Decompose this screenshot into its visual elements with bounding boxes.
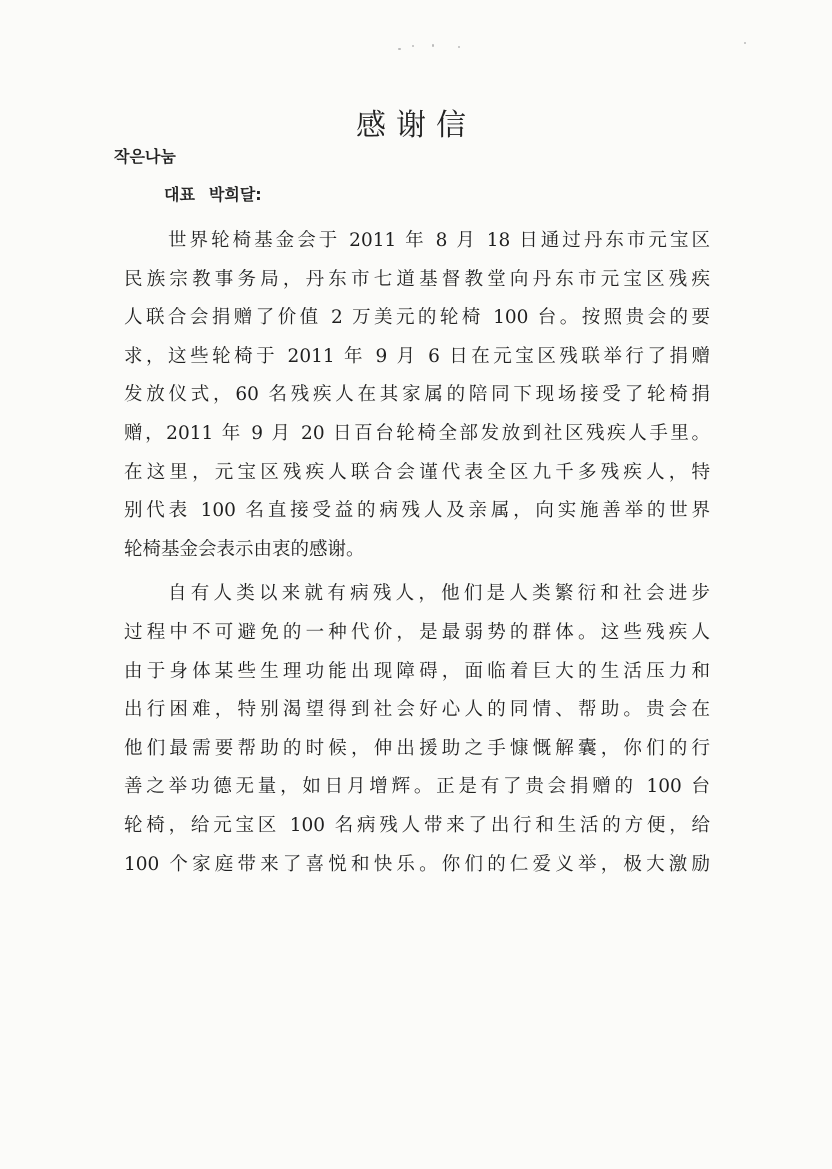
scan-speck [412,45,414,47]
text-line: 在这里，元宝区残疾人联合会谨代表全区九千多残疾人，特 [124,461,710,483]
text-line: 轮椅基金会表示由衷的感谢。 [124,538,365,560]
text-line: 100 个家庭带来了喜悦和快乐。你们的仁爱义举，极大激励 [124,853,710,875]
scan-speck [458,46,460,48]
text-line: 由于身体某些生理功能出现障碍，面临着巨大的生活压力和 [124,660,710,682]
text-line: 轮椅，给元宝区 100 名病残人带来了出行和生活的方便，给 [124,814,710,836]
recipient-title: 대표 [164,185,195,204]
scan-speck [398,48,401,50]
scan-speck [432,44,434,47]
text-line: 他们最需要帮助的时候，伸出援助之手慷慨解囊，你们的行 [124,737,710,759]
paragraph-2 [124,575,710,884]
text-line: 赠，2011 年 9 月 20 日百台轮椅全部发放到社区残疾人手里。 [124,422,710,444]
text-line: 别代表 100 名直接受益的病残人及亲属，向实施善举的世界 [124,500,710,522]
letter-title: 感谢信 [356,108,476,143]
text-line: 世界轮椅基金会于 2011 年 8 月 18 日通过丹东市元宝区 [168,230,710,251]
letter-body [124,222,710,884]
text-line: 善之举功德无量，如日月增辉。正是有了贵会捐赠的 100 台 [124,776,710,798]
paragraph-1 [124,222,710,569]
text-line: 发放仪式，60 名残疾人在其家属的陪同下现场接受了轮椅捐 [124,384,710,406]
text-line: 人联合会捐赠了价值 2 万美元的轮椅 100 台。按照贵会的要 [124,307,710,329]
recipient-representative [164,182,262,205]
text-line: 民族宗教事务局，丹东市七道基督教堂向丹东市元宝区残疾 [124,268,710,290]
text-line: 出行困难，特别渴望得到社会好心人的同情、帮助。贵会在 [124,699,710,721]
text-line: 过程中不可避免的一种代价，是最弱势的群体。这些残疾人 [124,621,710,643]
recipient-name: 박희달: [208,185,262,204]
recipient-organization: 작은나눔 [114,147,176,166]
text-line: 自有人类以来就有病残人，他们是人类繁衍和社会进步 [168,583,710,605]
scan-speck [744,42,746,44]
text-line: 求，这些轮椅于 2011 年 9 月 6 日在元宝区残联举行了捐赠 [124,345,710,367]
